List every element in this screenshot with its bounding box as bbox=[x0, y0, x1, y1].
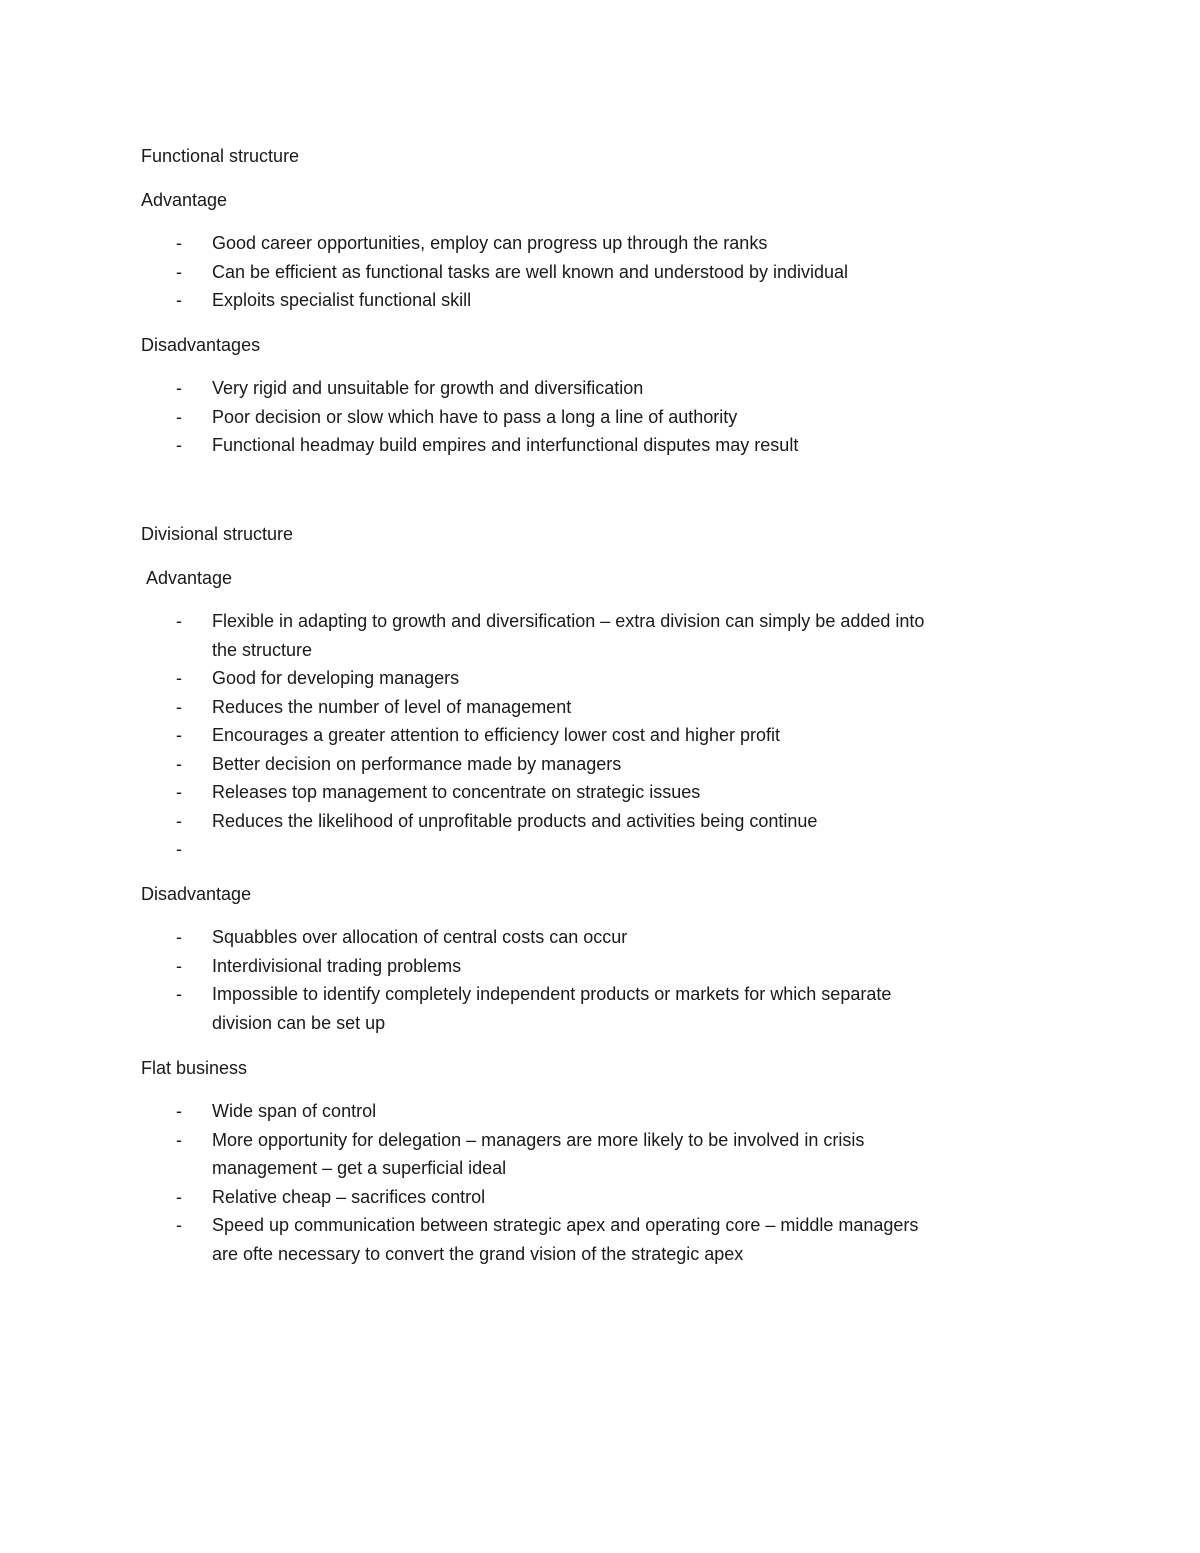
list-item: - Good career opportunities, employ can progress up through the ranks bbox=[0, 229, 1060, 258]
list-item: - Functional headmay build empires and interfunctional disputes may result bbox=[0, 431, 1060, 460]
list-item: - Relative cheap – sacrifices control bbox=[0, 1183, 1060, 1212]
bullet-dash: - bbox=[176, 406, 182, 427]
group-heading-functional-advantage: Advantage bbox=[141, 190, 228, 210]
flat-business-list bbox=[0, 1097, 1200, 1268]
functional-advantage-list bbox=[0, 229, 1200, 315]
group-heading-divisional-disadvantage: Disadvantage bbox=[141, 884, 252, 904]
group-heading-functional-disadvantages: Disadvantages bbox=[141, 335, 261, 355]
list-item: - More opportunity for delegation – managers are more likely to be involved in crisis management – get a superficial ideal bbox=[0, 1126, 1060, 1183]
divisional-disadvantage-list bbox=[0, 923, 1200, 1037]
bullet-dash: - bbox=[176, 984, 182, 1004]
list-item: - Poor decision or slow which have to pass a long a line of authority bbox=[0, 403, 1060, 432]
list-item: - Better decision on performance made by managers bbox=[0, 750, 1060, 779]
bullet-dash: - bbox=[176, 378, 182, 398]
list-item: - Flexible in adapting to growth and diversification – extra division can simply be added into the structure bbox=[0, 607, 1060, 664]
section-title-flat-business: Flat business bbox=[141, 1058, 248, 1078]
section-title-functional-structure: Functional structure bbox=[141, 146, 300, 166]
bullet-dash: - bbox=[176, 927, 182, 947]
list-item: - Squabbles over allocation of central costs can occur bbox=[0, 923, 1060, 952]
bullet-dash: - bbox=[176, 839, 182, 859]
bullet-dash: - bbox=[176, 290, 182, 310]
bullet-dash: - bbox=[176, 611, 182, 631]
list-item: - Encourages a greater attention to efficiency lower cost and higher profit bbox=[0, 721, 1060, 750]
bullet-dash: - bbox=[176, 1129, 182, 1150]
group-heading-divisional-advantage: Advantage bbox=[146, 568, 233, 588]
list-item: - Exploits specialist functional skill bbox=[0, 286, 1060, 315]
list-item: - Speed up communication between strategic apex and operating core – middle managers are ofte necessary to convert the grand vision of the strategic apex bbox=[0, 1211, 1060, 1268]
bullet-dash: - bbox=[176, 233, 182, 253]
bullet-dash: - bbox=[176, 435, 182, 455]
list-item: - Good for developing managers bbox=[0, 664, 1060, 693]
functional-disadvantages-list bbox=[0, 374, 1200, 460]
bullet-dash: - bbox=[176, 668, 182, 688]
list-item: - Reduces the number of level of management bbox=[0, 693, 1060, 722]
bullet-dash: - bbox=[176, 261, 182, 282]
list-item: - Very rigid and unsuitable for growth and diversification bbox=[0, 374, 1060, 403]
bullet-dash: - bbox=[176, 696, 182, 717]
list-item: - Can be efficient as functional tasks are well known and understood by individual bbox=[0, 258, 1060, 287]
bullet-dash: - bbox=[176, 1186, 182, 1207]
list-item: - Releases top management to concentrate on strategic issues bbox=[0, 778, 1060, 807]
bullet-dash: - bbox=[176, 725, 182, 745]
list-item-empty bbox=[0, 835, 1060, 864]
bullet-dash: - bbox=[176, 782, 182, 802]
list-item: - Interdivisional trading problems bbox=[0, 952, 1060, 981]
section-title-divisional-structure: Divisional structure bbox=[141, 524, 294, 544]
bullet-dash: - bbox=[176, 955, 182, 976]
list-item: - Impossible to identify completely independent products or markets for which separate division can be set up bbox=[0, 980, 1060, 1037]
list-item: - Reduces the likelihood of unprofitable products and activities being continue bbox=[0, 807, 1060, 836]
list-item: - Wide span of control bbox=[0, 1097, 1060, 1126]
bullet-dash: - bbox=[176, 1215, 182, 1235]
bullet-dash: - bbox=[176, 753, 182, 774]
divisional-advantage-list bbox=[0, 607, 1200, 864]
bullet-dash: - bbox=[176, 1101, 182, 1121]
bullet-dash: - bbox=[176, 810, 182, 831]
